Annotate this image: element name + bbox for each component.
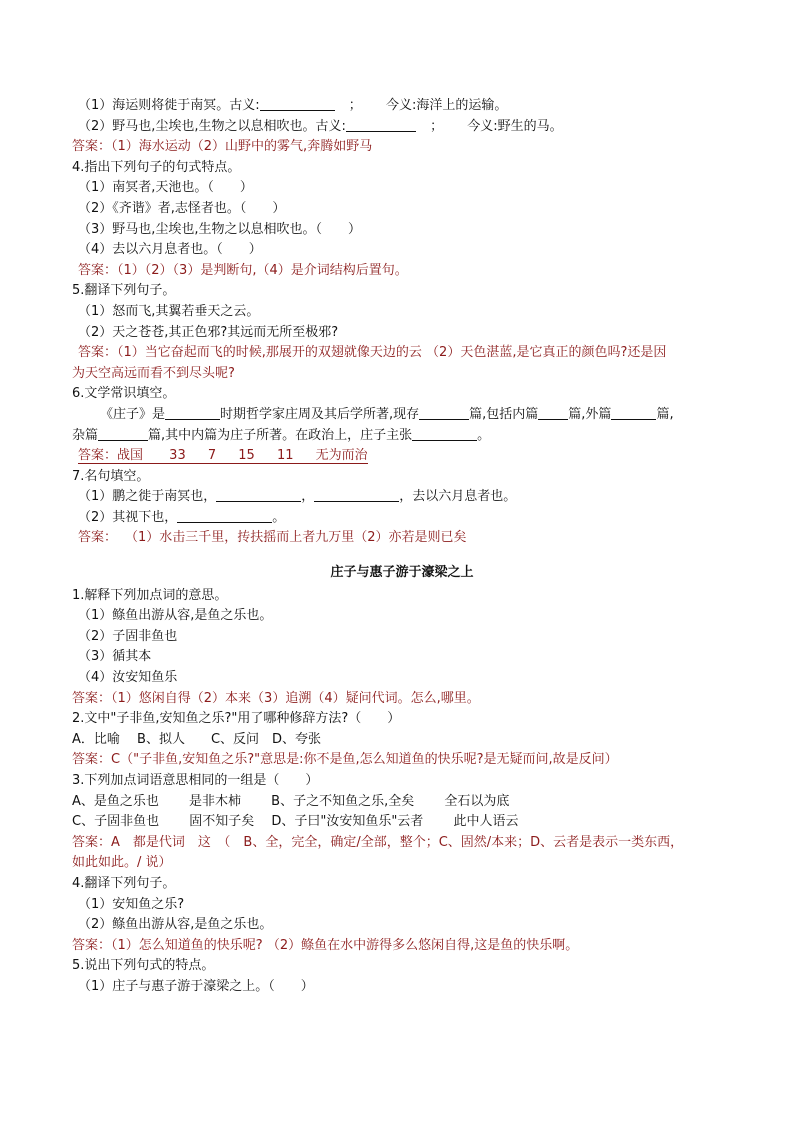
- worksheet-page: [72, 96, 732, 998]
- question-4: 4.指出下列句子的句式特点。: [72, 159, 241, 175]
- question-7: 7.名句填空。: [72, 468, 150, 484]
- s2-answer-q3-line-1: 答案：A 都是代词 这 （ B、全，完全，确定/全部，整个；C、固然/本来；D、云者是表示一类东西，: [72, 834, 684, 850]
- s2-question-4: 4.翻译下列句子。: [72, 875, 176, 891]
- q4-item-2: （2）《齐谐》者,志怪者也。（ ）: [78, 200, 286, 216]
- q7-item-2: （2）其视下也， 。: [78, 509, 286, 525]
- q4-item-1: （1）南冥者,天池也。（ ）: [78, 180, 253, 196]
- q4-item-3: （3）野马也,尘埃也,生物之以息相吹也。（ ）: [78, 221, 362, 237]
- answer-blank[interactable]: [260, 96, 335, 111]
- q6-line-2: 杂篇 篇,其中内篇为庄子所著。在政治上，庄子主张 。: [72, 427, 491, 443]
- question-5: 5.翻译下列句子。: [72, 283, 176, 299]
- answer-blank[interactable]: [165, 405, 220, 420]
- answer-q6-underline: 答案：战国 33 7 15 11 无为而治: [78, 448, 368, 464]
- answer-blank[interactable]: [611, 405, 656, 420]
- answer-q5-line-1: 答案：（1）当它奋起而飞的时候,那展开的双翅就像天边的云 （2）天色湛蓝,是它真正的颜色吗?还是因: [78, 345, 667, 361]
- answer-q7: 答案： （1）水击三千里，抟扶摇而上者九万里（2）亦若是则已矣: [78, 530, 467, 546]
- answer-q5-line-2: 为天空高远而看不到尽头呢?: [72, 365, 235, 381]
- s2-answer-q2: 答案：C（"子非鱼,安知鱼之乐?"意思是:你不是鱼,怎么知道鱼的快乐呢?是无疑而问,故是反问）: [72, 752, 618, 768]
- q5-item-2: （2）天之苍苍,其正色邪?其远而无所至极邪?: [78, 324, 339, 340]
- s2-q2-options: A．比喻 B、拟人 C、反问 D、夸张: [72, 731, 322, 747]
- answer-q6: [72, 446, 732, 467]
- answer-q4: 答案：（1）（2）（3）是判断句,（4）是介词结构后置句。: [78, 262, 408, 278]
- s2-q5-item-1: （1）庄子与惠子游于濠梁之上。（ ）: [78, 978, 314, 994]
- question-6: 6.文学常识填空。: [72, 386, 176, 402]
- q3-item-2: （2）野马也,尘埃也,生物之以息相吹也。古义: ； 今义:野生的马。: [78, 118, 563, 134]
- s2-question-1: 1.解释下列加点词的意思。: [72, 587, 228, 603]
- s2-q4-item-2: （2）鲦鱼出游从容,是鱼之乐也。: [78, 917, 273, 933]
- answer-blank[interactable]: [98, 426, 148, 441]
- q3-item-1: （1）海运则将徙于南冥。古义: ； 今义:海洋上的运输。: [78, 98, 508, 113]
- s2-q1-item-1: （1）鲦鱼出游从容,是鱼之乐也。: [78, 608, 273, 624]
- q5-item-1: （1）怒而飞,其翼若垂天之云。: [78, 303, 260, 319]
- s2-q1-item-3: （3）循其本: [78, 649, 152, 665]
- s2-q4-item-1: （1）安知鱼之乐?: [78, 896, 185, 912]
- s2-answer-q4: 答案：（1）怎么知道鱼的快乐呢? （2）鲦鱼在水中游得多么悠闲自得,这是鱼的快乐啊。: [72, 937, 579, 953]
- answer-blank[interactable]: [419, 405, 469, 420]
- s2-question-2: 2.文中"子非鱼,安知鱼之乐?"用了哪种修辞方法?（ ）: [72, 711, 401, 727]
- answer-blank[interactable]: [314, 487, 399, 502]
- s2-q1-item-4: （4）汝安知鱼乐: [78, 670, 178, 686]
- section-title: 庄子与惠子游于濠梁之上: [330, 565, 474, 581]
- answer-blank[interactable]: [538, 405, 568, 420]
- answer-blank[interactable]: [177, 508, 272, 523]
- q4-item-4: （4）去以六月息者也。（ ）: [78, 242, 262, 258]
- s2-q3-options-cd: C、子固非鱼也 固不知子矣 D、子曰"汝安知鱼乐"云者 此中人语云: [72, 814, 519, 830]
- s2-answer-q3-line-2: 如此如此。/ 说）: [72, 855, 172, 871]
- answer-q3: 答案：（1）海水运动（2）山野中的雾气,奔腾如野马: [72, 139, 373, 155]
- s2-q1-item-2: （2）子固非鱼也: [78, 628, 178, 644]
- answer-blank[interactable]: [216, 487, 301, 502]
- q7-item-1: （1）鹏之徙于南冥也， ， ，去以六月息者也。: [78, 489, 517, 505]
- q6-line-1: 《庄子》是 时期哲学家庄周及其后学所著,现存 篇,包括内篇 篇,外篇 篇,: [100, 406, 674, 422]
- s2-question-5: 5.说出下列句式的特点。: [72, 958, 215, 974]
- s2-question-3: 3.下列加点词语意思相同的一组是（ ）: [72, 773, 319, 788]
- answer-blank[interactable]: [412, 426, 477, 441]
- s2-answer-q1: 答案：（1）悠闲自得（2）本来（3）追溯（4）疑问代词。怎么,哪里。: [72, 690, 480, 706]
- answer-blank[interactable]: [346, 117, 416, 132]
- s2-q3-options-ab: A、是鱼之乐也 是非木柿 B、子之不知鱼之乐,全矣 全石以为底: [72, 793, 510, 809]
